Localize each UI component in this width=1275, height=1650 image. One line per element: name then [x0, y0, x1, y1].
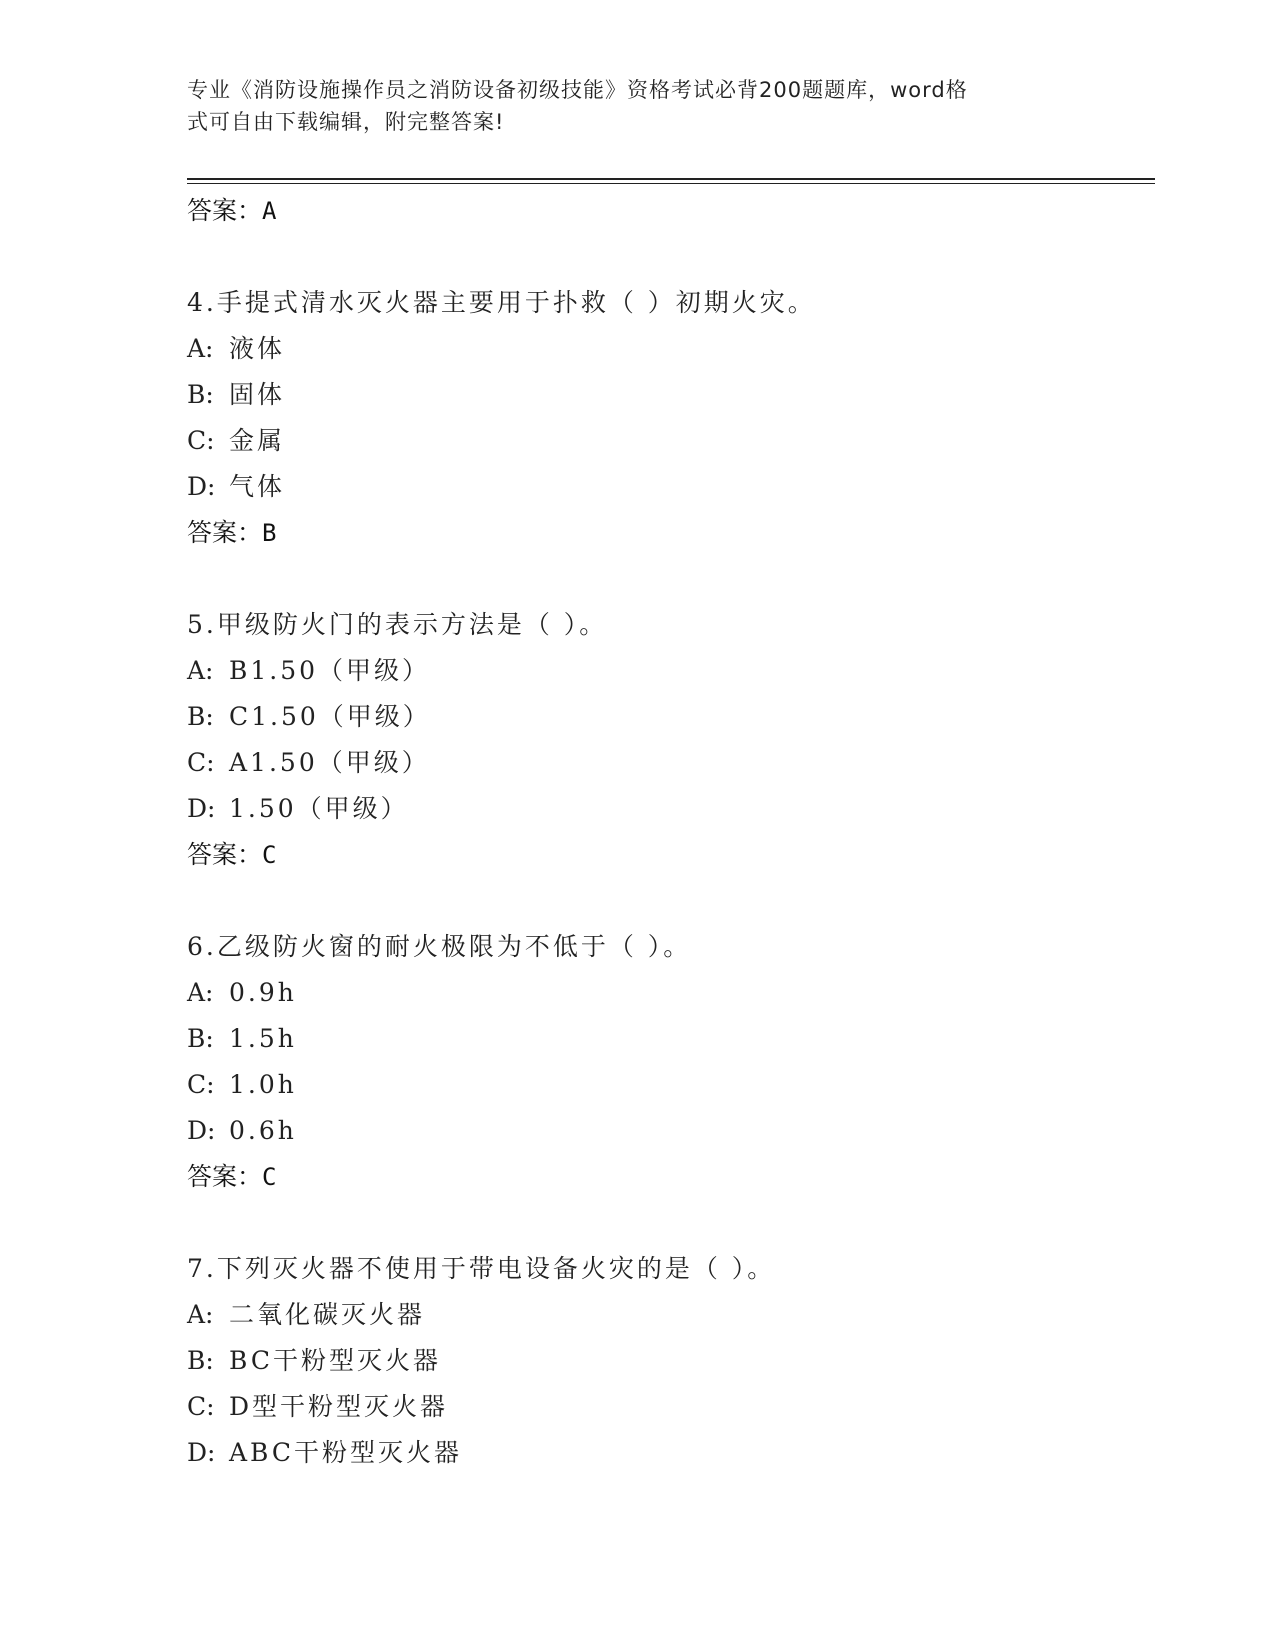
option-a: [187, 970, 1155, 1016]
answer-value: A: [262, 197, 277, 225]
question-stem: 6.乙级防火窗的耐火极限为不低于（ ）。: [187, 932, 692, 961]
option-b: [187, 1338, 1155, 1384]
spacer: [187, 878, 1155, 924]
option-key: B:: [187, 380, 214, 409]
spacer: [187, 556, 1155, 602]
question-stem: 4.手提式清水灭火器主要用于扑救（ ）初期火灾。: [187, 288, 816, 317]
option-b: [187, 372, 1155, 418]
answer-label: 答案：: [187, 196, 263, 225]
option-b: [187, 1016, 1155, 1062]
question-stem: 5.甲级防火门的表示方法是（ ）。: [187, 610, 608, 639]
option-a: [187, 1292, 1155, 1338]
option-d: [187, 786, 1155, 832]
document-header: [187, 74, 1087, 138]
option-key: D:: [187, 1116, 216, 1145]
option-key: B:: [187, 702, 214, 731]
answer-label: 答案：: [187, 1162, 263, 1191]
answer-value: C: [262, 841, 277, 869]
option-c: [187, 418, 1155, 464]
header-rule-thick: [187, 178, 1155, 180]
option-key: D:: [187, 472, 216, 501]
option-text: 1.50（甲级）: [229, 794, 409, 823]
option-text: C1.50（甲级）: [229, 702, 431, 731]
option-key: A:: [187, 978, 214, 1007]
option-text: ABC干粉型灭火器: [229, 1438, 463, 1467]
answer-value: B: [262, 519, 277, 547]
spacer: [187, 1200, 1155, 1246]
option-key: B:: [187, 1024, 214, 1053]
option-d: [187, 1430, 1155, 1476]
option-text: 1.0h: [229, 1070, 297, 1099]
option-key: A:: [187, 1300, 214, 1329]
answer-value: C: [262, 1163, 277, 1191]
answer-label: 答案：: [187, 840, 263, 869]
option-text: 金属: [229, 426, 286, 455]
option-text: 二氧化碳灭火器: [229, 1300, 426, 1329]
option-key: C:: [187, 1392, 215, 1421]
option-text: D型干粉型灭火器: [229, 1392, 449, 1421]
option-text: 0.9h: [229, 978, 297, 1007]
option-text: BC干粉型灭火器: [229, 1346, 441, 1375]
answer-label: 答案：: [187, 518, 263, 547]
option-key: B:: [187, 1346, 214, 1375]
option-c: [187, 740, 1155, 786]
header-line-1: 专业《消防设施操作员之消防设备初级技能》资格考试必背200题题库，word格: [187, 78, 968, 102]
option-key: C:: [187, 426, 215, 455]
header-rule-thin: [187, 183, 1155, 184]
option-key: C:: [187, 748, 215, 777]
option-d: [187, 1108, 1155, 1154]
option-text: 1.5h: [229, 1024, 297, 1053]
option-text: 液体: [229, 334, 286, 363]
option-c: [187, 1062, 1155, 1108]
option-key: D:: [187, 1438, 216, 1467]
option-text: 固体: [229, 380, 286, 409]
option-text: B1.50（甲级）: [229, 656, 431, 685]
option-c: [187, 1384, 1155, 1430]
answer-line: [187, 832, 1155, 878]
answer-line: [187, 510, 1155, 556]
spacer: [187, 234, 1155, 280]
option-text: 0.6h: [229, 1116, 297, 1145]
answer-line: [187, 1154, 1155, 1200]
option-text: 气体: [229, 472, 286, 501]
option-b: [187, 694, 1155, 740]
option-key: A:: [187, 656, 214, 685]
option-a: [187, 648, 1155, 694]
question-stem: 7.下列灭火器不使用于带电设备火灾的是（ ）。: [187, 1254, 776, 1283]
answer-line: [187, 188, 1155, 234]
option-key: A:: [187, 334, 214, 363]
option-a: [187, 326, 1155, 372]
option-key: C:: [187, 1070, 215, 1099]
option-d: [187, 464, 1155, 510]
option-key: D:: [187, 794, 216, 823]
header-line-2: 式可自由下载编辑，附完整答案!: [187, 110, 505, 134]
question-list: [187, 188, 1155, 1476]
option-text: A1.50（甲级）: [229, 748, 430, 777]
